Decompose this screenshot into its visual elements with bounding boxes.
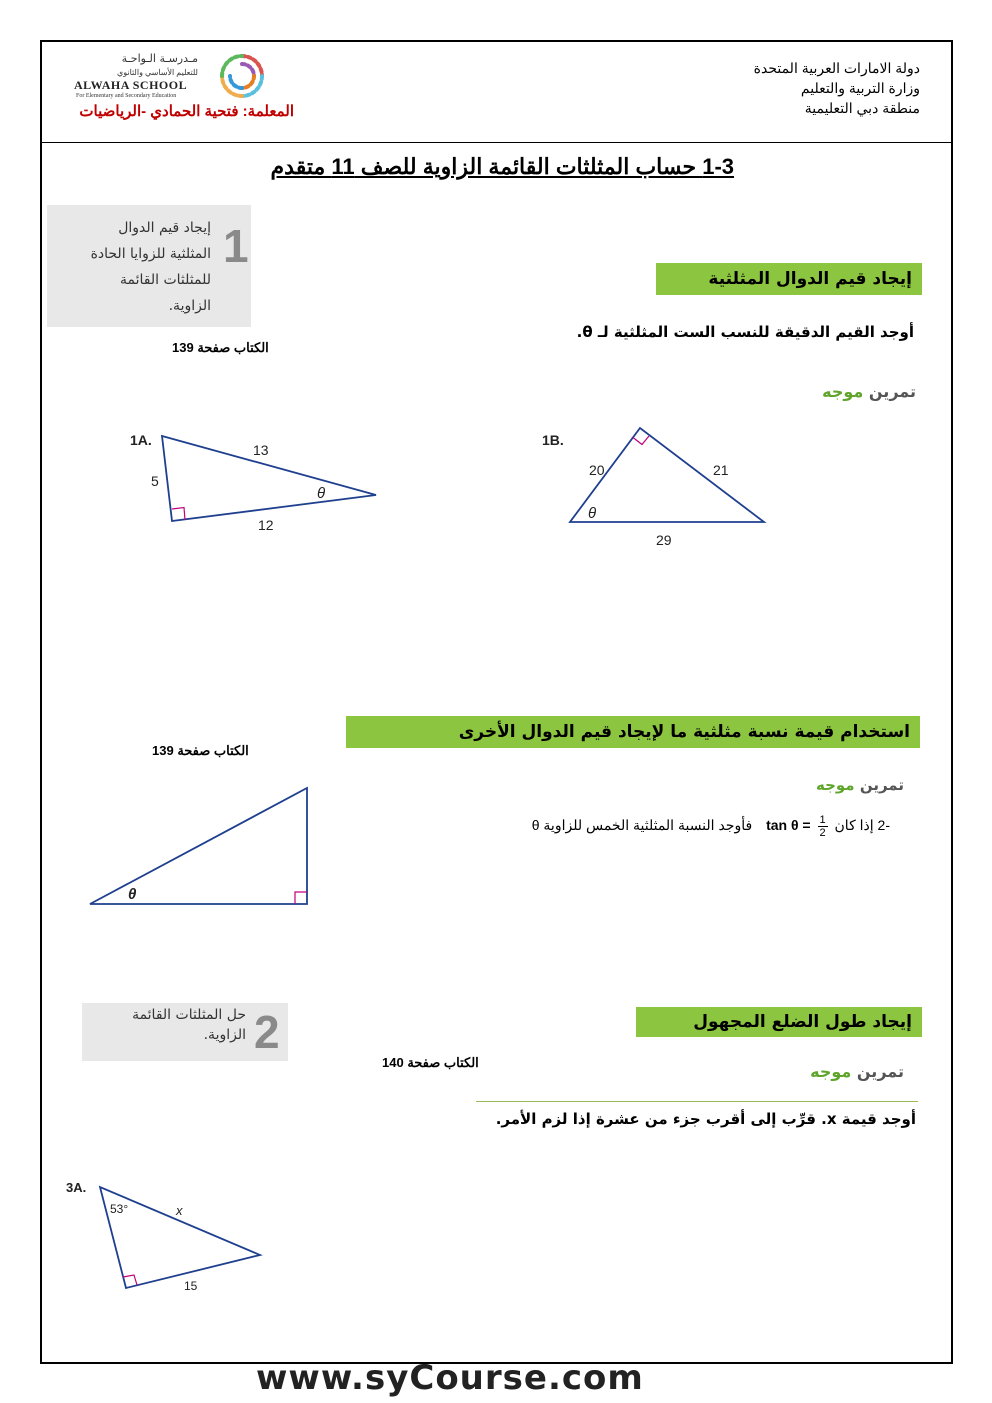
guided-word: تمرين [868, 382, 916, 401]
triangle-1a-figure [120, 420, 400, 550]
section-2-header: استخدام قيمة نسبة مثلثية ما لإيجاد قيم الدوال الأخرى [346, 716, 920, 748]
figure-label-3a: 3A. [66, 1180, 87, 1195]
book-ref-2: الكتاب صفحة 139 [152, 743, 249, 758]
figure-label-1a: 1A. [130, 432, 152, 448]
objective-1-text [51, 215, 211, 319]
footer-watermark[interactable]: www.syCourse.com [256, 1358, 644, 1398]
page-title: 1-3 حساب المثلثات القائمة الزاوية للصف 11 متقدم [270, 154, 734, 179]
side-label-21: 21 [713, 462, 729, 478]
triangle-1b-figure [530, 420, 790, 560]
section-1-instruction: أوجد القيم الدقيقة للنسب الست المثلثية لـ θ. [576, 323, 914, 341]
section-3-header: إيجاد طول الضلع المجهول [636, 1007, 922, 1037]
teacher-name: المعلمة: فتحية الحمادي -الرياضيات [79, 103, 294, 120]
objective-1-line: إيجاد قيم الدوال [118, 220, 211, 236]
triangle-2 [90, 788, 307, 904]
side-label-29: 29 [656, 532, 672, 548]
objective-1-line: الزاوية. [168, 298, 211, 314]
question-2-suffix: فأوجد النسبة المثلثية الخمس للزاوية θ [531, 817, 753, 834]
objective-1-number: 1 [223, 220, 249, 272]
guided-word: موجه [822, 382, 864, 401]
side-label-20: 20 [589, 462, 605, 478]
fraction-denominator: 2 [819, 827, 826, 839]
book-ref-1: الكتاب صفحة 139 [172, 340, 269, 355]
question-2-prefix: -2 إذا كان [834, 817, 890, 834]
side-label-x: x [176, 1203, 183, 1218]
guided-word: تمرين [856, 1062, 904, 1081]
angle-theta-label: θ [128, 886, 137, 903]
objective-2-line: حل المثلثات القائمة [132, 1007, 246, 1023]
question-2 [500, 814, 890, 839]
right-angle-mark [633, 436, 649, 445]
school-logo [68, 50, 288, 102]
section-3-rule [476, 1101, 918, 1102]
guided-word: تمرين [859, 776, 904, 794]
objective-1-line: المثلثية للزوايا الحادة [90, 246, 211, 262]
side-label-12: 12 [258, 517, 274, 533]
tan-expression: tan θ = [766, 817, 811, 834]
section-1-header: إيجاد قيم الدوال المثلثية [656, 263, 922, 295]
fraction-one-half [818, 814, 828, 839]
objective-1-box [47, 205, 251, 327]
logo-arabic-name: مـدرسـة الـواحـة [121, 52, 198, 65]
triangle-1a [162, 436, 376, 521]
objective-1-line: للمثلثات القائمة [120, 272, 211, 288]
country-name: دولة الامارات العربية المتحدة [753, 60, 920, 76]
logo-english-sub: For Elementary and Secondary Education [76, 93, 177, 99]
triangle-2-figure [80, 780, 320, 915]
guided-word: موجه [816, 776, 855, 794]
objective-2-number: 2 [254, 1006, 280, 1058]
figure-label-1b: 1B. [542, 432, 564, 448]
zone-name: منطقة دبي التعليمية [804, 100, 920, 116]
ministry-name: وزارة التربية والتعليم [800, 80, 920, 96]
book-ref-3: الكتاب صفحة 140 [382, 1055, 479, 1070]
header-official [660, 58, 920, 118]
triangle-3a-figure [60, 1175, 280, 1300]
section-3-instruction: أوجد قيمة x. قرِّب إلى أقرب جزء من عشرة إذا لزم الأمر. [495, 1110, 916, 1128]
angle-53-label: 53° [110, 1202, 129, 1216]
guided-practice-label-1 [780, 382, 916, 401]
header-divider [40, 142, 953, 143]
objective-2-box [82, 1003, 288, 1061]
guided-practice-label-3 [780, 1062, 904, 1081]
objective-2-line: الزاوية. [203, 1027, 246, 1043]
right-angle-mark [295, 892, 307, 904]
side-label-5: 5 [151, 473, 159, 489]
angle-theta-label: θ [588, 505, 597, 522]
logo-arabic-sub: للتعليم الأساسي والثانوي [116, 68, 198, 77]
objective-2-text [86, 1005, 246, 1045]
guided-practice-label-2 [780, 776, 904, 794]
side-label-15: 15 [184, 1279, 198, 1293]
guided-word: موجه [810, 1062, 852, 1081]
fraction-numerator: 1 [819, 814, 826, 826]
side-label-13: 13 [253, 442, 269, 458]
logo-swirl-icon [204, 50, 280, 102]
angle-theta-label: θ [317, 485, 326, 502]
right-angle-mark [172, 508, 185, 521]
logo-english-name: ALWAHA SCHOOL [74, 78, 188, 92]
